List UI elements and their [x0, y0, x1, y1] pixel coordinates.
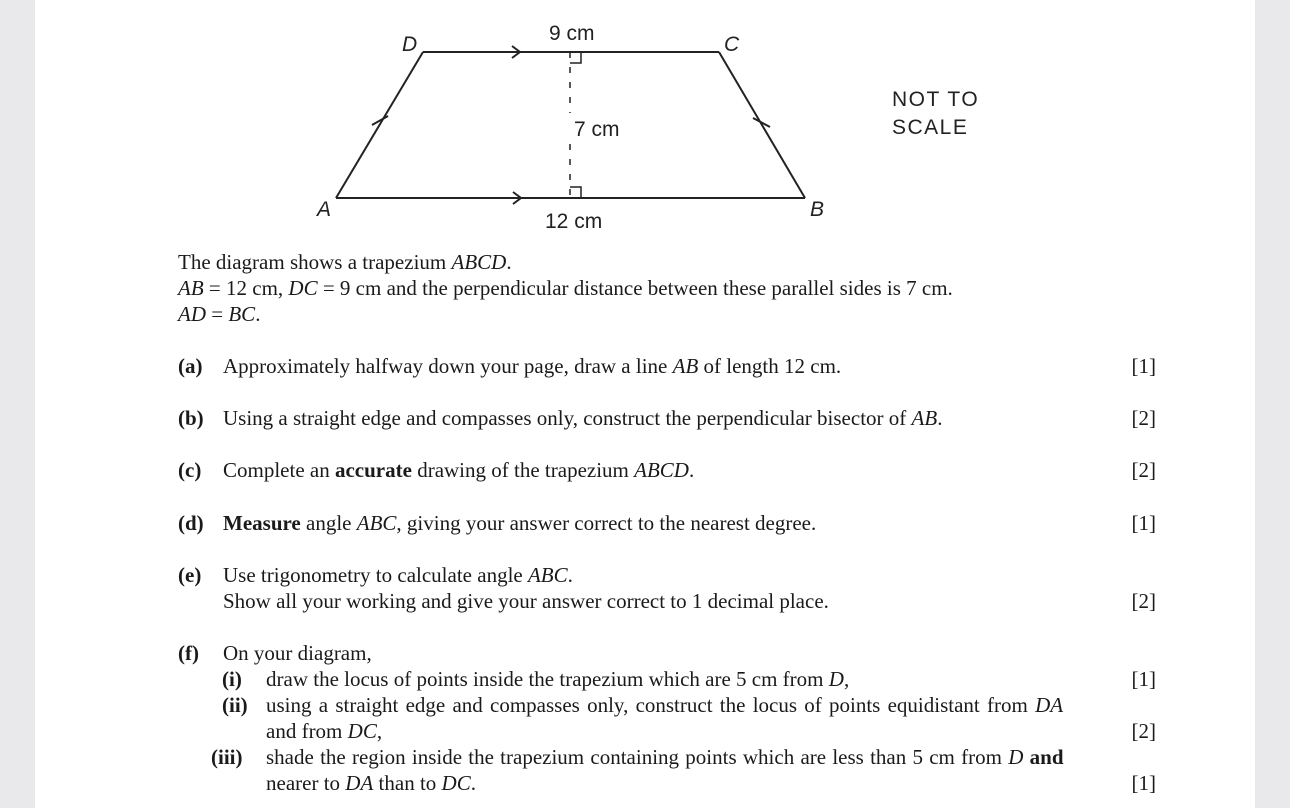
dc-length-label: 9 cm: [549, 22, 595, 45]
subquestion-label: (i): [222, 667, 242, 691]
vertex-label-d: D: [402, 33, 418, 56]
vertex-label-a: A: [317, 198, 332, 221]
ab-length-label: 12 cm: [545, 210, 603, 233]
height-label: 7 cm: [574, 118, 620, 141]
right-angle-bottom: [570, 187, 581, 198]
subquestion-label: (ii): [222, 693, 248, 717]
side-ad: [336, 52, 423, 198]
marks: [2]: [1131, 458, 1156, 482]
vertex-label-b: B: [810, 198, 825, 221]
subquestion-f-iii: (iii) shade the region inside the trapezium containing points which are less than 5 cm from D and nearer to DA than to DC. [1]: [211, 745, 1156, 795]
exam-page: D C A B 9 cm 7 cm 12 cm NOT TO SCALE The diagram shows a trapezium ABCD. AB = 12 cm, DC = 9 cm and the perpendicular distance between these parallel sides is 7 cm. AD = BC. (a) Approximately halfway down your page, draw a line AB of length 12 cm. [1] (b) Using a straight edge and compasses only, construct the perpendicular bisector of AB. [2] (c) Complete an accurate drawing of the trapezium ABCD. [2] (d) Measure angle ABC, giving your answer correct to the nearest degree. [1] (e) Use trigonometry to calculate angle ABC. Show all your working and give your answer correct to 1 decimal place. [2] (f) On your diagram, (i) draw the locus of points inside the trapezium which are 5 cm from D, [1] (ii) using a straight edge and compasses only, construct the locus of points equidistant from DA and from DC, [2] (iii) shade the region inside the trapezium containing points which are less than 5 cm from D and nearer to DA than to DC. [1]: [35, 0, 1255, 808]
vertex-label-c: C: [724, 33, 740, 56]
subquestion-f-ii: (ii) using a straight edge and compasses only, construct the locus of points equidistant from DA and from DC, [2]: [222, 693, 1156, 743]
marks: [1]: [1131, 771, 1156, 795]
question-label: (f): [178, 641, 199, 665]
marks: [1]: [1131, 511, 1156, 535]
question-label: (e): [178, 563, 202, 587]
marks: [1]: [1131, 354, 1156, 378]
marks: [2]: [1131, 406, 1156, 430]
intro-line-2: AB = 12 cm, DC = 9 cm and the perpendicular distance between these parallel sides is 7 cm.: [178, 276, 953, 300]
question-label: (d): [178, 511, 204, 535]
subquestion-label: (iii): [211, 745, 243, 769]
marks: [2]: [1131, 589, 1156, 613]
trapezium-diagram: [35, 0, 1035, 240]
subquestion-f-i: (i) draw the locus of points inside the trapezium which are 5 cm from D, [1]: [222, 667, 1156, 691]
question-intro: [178, 249, 953, 327]
intro-line-1: The diagram shows a trapezium ABCD.: [178, 250, 512, 274]
intro-line-3: AD = BC.: [178, 302, 261, 326]
not-to-scale-note: NOT TO SCALE: [892, 88, 980, 139]
question-label: (b): [178, 406, 204, 430]
question-f: (f) On your diagram, (i) draw the locus of points inside the trapezium which are 5 cm from D, [1] (ii) using a straight edge and compasses only, construct the locus of points equidistant from DA and from DC, [2] (iii) shade the region inside the trapezium containing points which are less than 5 cm from D and nearer to DA than to DC. [1]: [178, 641, 1156, 795]
question-label: (a): [178, 354, 203, 378]
right-angle-top: [570, 52, 581, 63]
question-label: (c): [178, 458, 202, 482]
marks: [1]: [1131, 667, 1156, 691]
side-bc: [719, 52, 805, 198]
marks: [2]: [1131, 719, 1156, 743]
